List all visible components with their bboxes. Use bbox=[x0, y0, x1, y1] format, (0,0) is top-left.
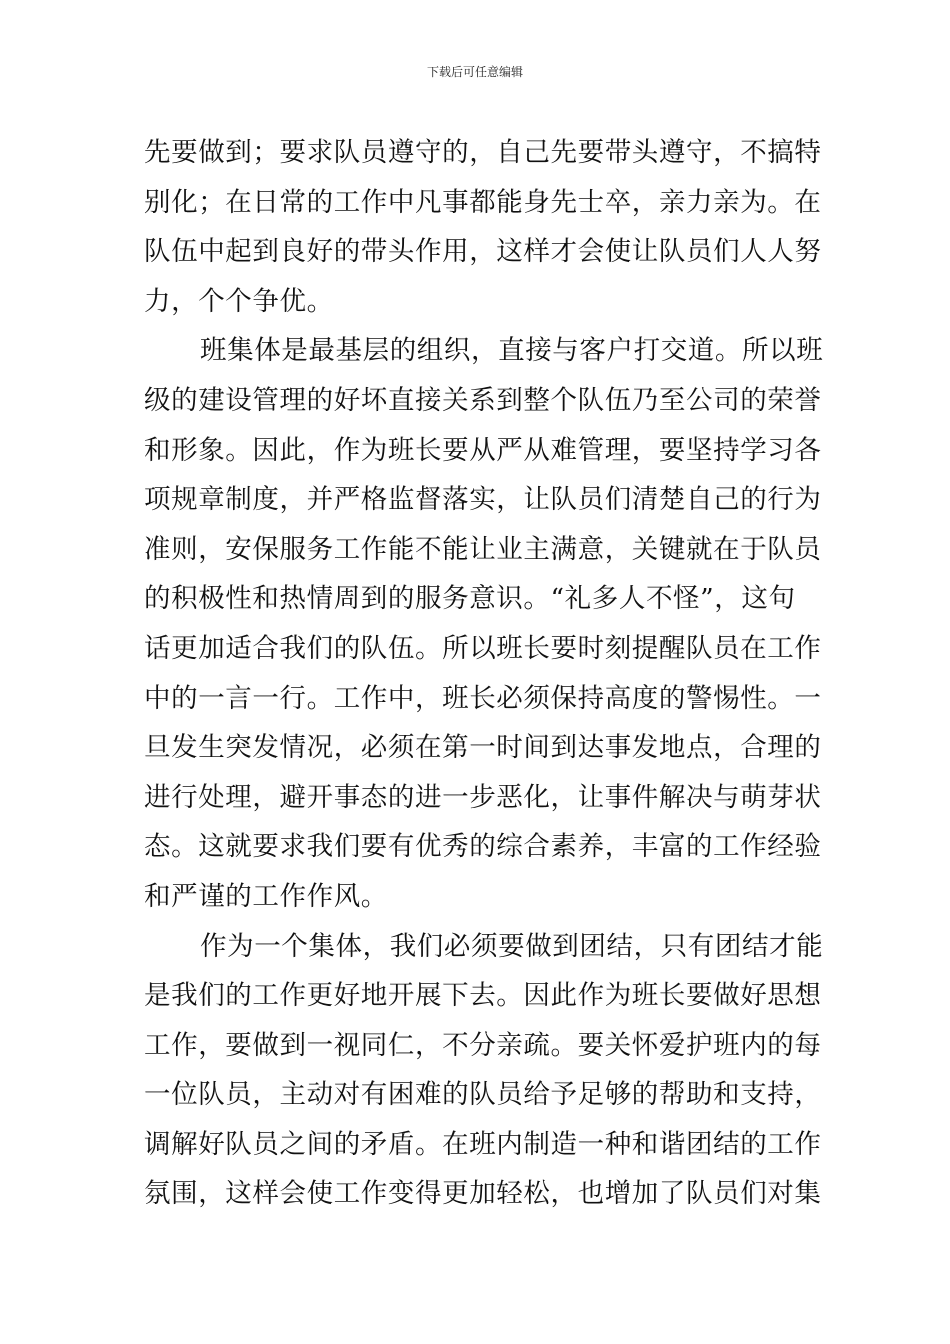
paragraph bbox=[144, 922, 824, 1220]
text-line: 进行处理，避开事态的进一步恶化，让事件解决与萌芽状 bbox=[144, 781, 822, 813]
text-line: 力，个个争优。 bbox=[144, 285, 334, 317]
text-line: 级的建设管理的好坏直接关系到整个队伍乃至公司的荣誉 bbox=[144, 384, 822, 416]
text-line: 调解好队员之间的矛盾。在班内制造一种和谐团结的工作 bbox=[144, 1128, 822, 1160]
text-line: 的积极性和热情周到的服务意识。“礼多人不怪”，这句 bbox=[144, 583, 796, 615]
document-body bbox=[144, 128, 824, 1219]
text-line: 话更加适合我们的队伍。所以班长要时刻提醒队员在工作 bbox=[144, 632, 822, 664]
paragraph bbox=[144, 326, 824, 921]
text-line: 先要做到；要求队员遵守的，自己先要带头遵守，不搞特 bbox=[144, 137, 822, 168]
text-line: 一位队员，主动对有困难的队员给予足够的帮助和支持， bbox=[144, 1079, 822, 1111]
text-line: 工作，要做到一视同仁，不分亲疏。要关怀爱护班内的每 bbox=[144, 1029, 822, 1061]
page-header-note: 下载后可任意编辑 bbox=[426, 65, 523, 79]
text-line: 准则，安保服务工作能不能让业主满意，关键就在于队员 bbox=[144, 533, 822, 565]
text-line: 和严谨的工作作风。 bbox=[144, 880, 388, 912]
paragraph bbox=[144, 128, 822, 326]
text-line: 和形象。因此，作为班长要从严从难管理，要坚持学习各 bbox=[144, 434, 822, 466]
text-line: 是我们的工作更好地开展下去。因此作为班长要做好思想 bbox=[144, 980, 822, 1012]
text-line: 中的一言一行。工作中，班长必须保持高度的警惕性。一 bbox=[144, 682, 822, 714]
text-line: 旦发生突发情况，必须在第一时间到达事发地点，合理的 bbox=[144, 732, 822, 764]
text-line: 班集体是最基层的组织，直接与客户打交道。所以班 bbox=[200, 335, 824, 367]
text-line: 项规章制度，并严格监督落实，让队员们清楚自己的行为 bbox=[144, 484, 822, 516]
text-line: 别化；在日常的工作中凡事都能身先士卒，亲力亲为。在 bbox=[144, 186, 822, 218]
text-line: 氛围，这样会使工作变得更加轻松，也增加了队员们对集 bbox=[144, 1178, 822, 1210]
text-line: 队伍中起到良好的带头作用，这样才会使让队员们人人努 bbox=[144, 236, 822, 268]
text-line: 态。这就要求我们要有优秀的综合素养，丰富的工作经验 bbox=[144, 831, 822, 863]
text-line: 作为一个集体，我们必须要做到团结，只有团结才能 bbox=[200, 930, 824, 962]
